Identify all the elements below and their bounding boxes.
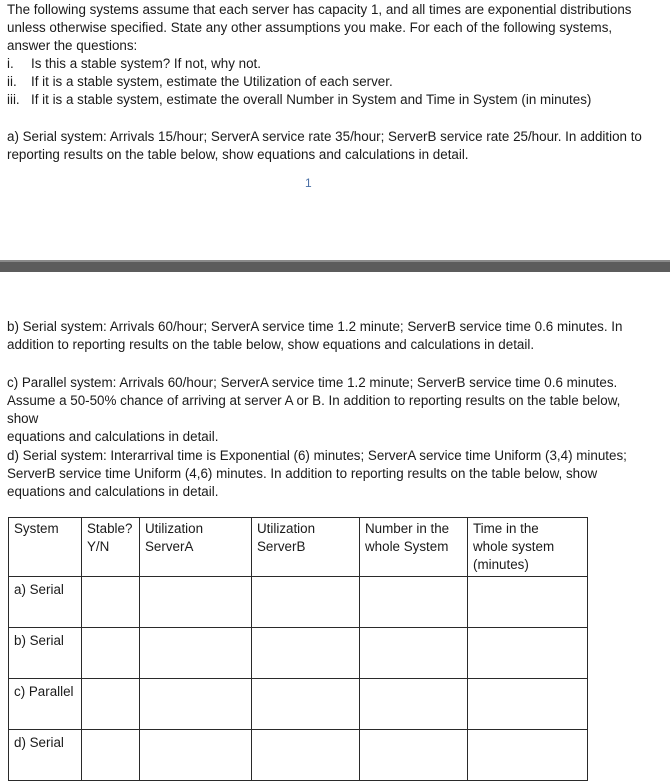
results-table [8,517,588,781]
header-text: whole System [365,539,449,554]
header-number-in-system [360,518,468,577]
header-text: Time in the [473,521,539,536]
question-list [7,55,647,109]
part-c-line: equations and calculations in detail. [7,429,219,444]
part-b-line: addition to reporting results on the table below, show equations and calculations in detail. [7,337,535,352]
part-b-paragraph [7,318,655,354]
cell-number-in-system[interactable] [360,679,468,730]
cell-system: c) Parallel [9,679,82,730]
table-row [9,577,588,628]
question-item [7,55,647,73]
part-c-paragraph [7,374,655,446]
cell-stable[interactable] [82,577,140,628]
cell-utilization-b[interactable] [252,628,360,679]
table-row [9,628,588,679]
cell-utilization-a[interactable] [140,577,252,628]
question-number: iii. [7,92,20,107]
header-text: (minutes) [473,557,529,572]
cell-stable[interactable] [82,730,140,781]
cell-system: a) Serial [9,577,82,628]
intro-paragraph [7,1,655,55]
part-a-line: reporting results on the table below, show equations and calculations in detail. [7,147,469,162]
header-utilization-server-b [252,518,360,577]
question-text: Is this a stable system? If not, why not. [31,56,261,71]
question-text: If it is a stable system, estimate the overall Number in System and Time in System (in minutes) [31,92,592,107]
part-d-paragraph [7,447,655,501]
cell-utilization-a[interactable] [140,730,252,781]
cell-number-in-system[interactable] [360,628,468,679]
cell-system: b) Serial [9,628,82,679]
part-d-line: d) Serial system: Interarrival time is Exponential (6) minutes; ServerA service time Uniform (3,4) minutes; [7,448,627,463]
page-break-divider [0,260,670,272]
header-stable [82,518,140,577]
header-text: Utilization [257,521,316,536]
cell-time-in-system[interactable] [468,679,588,730]
part-c-line: c) Parallel system: Arrivals 60/hour; ServerA service time 1.2 minute; ServerB service time 0.6 minutes. [7,375,618,390]
header-time-in-system [468,518,588,577]
header-text: Number in the [365,521,450,536]
cell-utilization-a[interactable] [140,679,252,730]
header-text: whole system [473,539,555,554]
header-system [9,518,82,577]
cell-stable[interactable] [82,628,140,679]
part-c-line: Assume a 50-50% chance of arriving at server A or B. In addition to reporting results on the table below, show [7,393,621,426]
part-a-line: a) Serial system: Arrivals 15/hour; ServerA service rate 35/hour; ServerB service rate 25/hour. In addition to [7,129,642,144]
intro-line: answer the questions: [7,38,138,53]
cell-number-in-system[interactable] [360,730,468,781]
header-text: Utilization [145,521,204,536]
cell-utilization-b[interactable] [252,577,360,628]
cell-time-in-system[interactable] [468,577,588,628]
header-utilization-server-a [140,518,252,577]
part-b-line: b) Serial system: Arrivals 60/hour; ServerA service time 1.2 minute; ServerB service time 0.6 minutes. In [7,319,623,334]
part-a-paragraph [7,128,655,164]
part-d-line: equations and calculations in detail. [7,484,219,499]
question-text: If it is a stable system, estimate the Utilization of each server. [31,74,393,89]
header-text: ServerB [257,539,306,554]
question-item [7,73,647,91]
question-item [7,91,647,109]
cell-utilization-b[interactable] [252,730,360,781]
cell-stable[interactable] [82,679,140,730]
page-number: 1 [305,176,312,190]
cell-utilization-a[interactable] [140,628,252,679]
table-header-row [9,518,588,577]
header-text: ServerA [145,539,194,554]
table-row [9,679,588,730]
header-text: Y/N [87,539,110,554]
header-text: System [14,521,59,536]
cell-time-in-system[interactable] [468,730,588,781]
question-number: i. [7,56,14,71]
cell-system: d) Serial [9,730,82,781]
intro-line: The following systems assume that each server has capacity 1, and all times are exponential distributions [7,2,632,17]
part-d-line: ServerB service time Uniform (4,6) minutes. In addition to reporting results on the table below, show [7,466,598,481]
header-text: Stable? [87,521,133,536]
cell-number-in-system[interactable] [360,577,468,628]
intro-line: unless otherwise specified. State any other assumptions you make. For each of the following systems, [7,20,613,35]
cell-utilization-b[interactable] [252,679,360,730]
question-number: ii. [7,74,17,89]
table-row [9,730,588,781]
cell-time-in-system[interactable] [468,628,588,679]
